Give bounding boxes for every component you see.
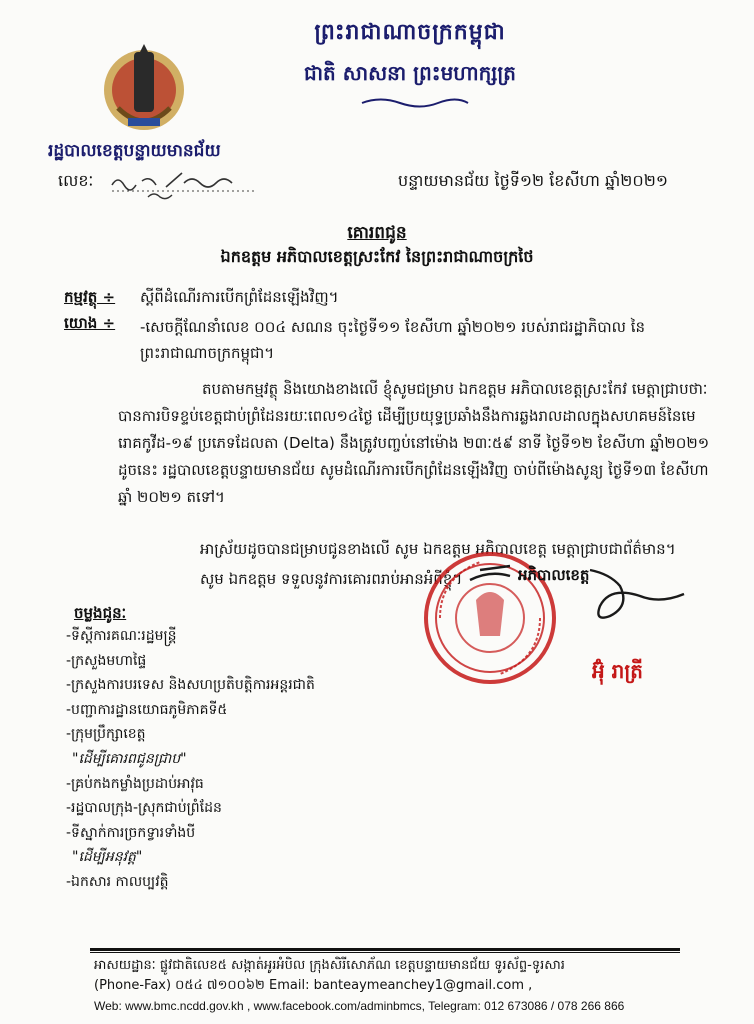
addressee-name: ឯកឧត្តម អភិបាលខេត្តស្រះកែវ នៃព្រះរាជាណាចក្រថៃ xyxy=(220,247,534,266)
cc-item: -គ្រប់កងកម្លាំងប្រដាប់អាវុធ xyxy=(66,775,204,792)
footer-divider-thin xyxy=(90,952,680,953)
cc-title: ចម្លងជូនៈ xyxy=(74,604,127,622)
cc-item: -ទីស្នាក់ការច្រកទ្វារទាំងបី xyxy=(66,824,196,841)
subject-label: កម្មវត្ថុ ÷ xyxy=(64,288,116,306)
subject-text: ស្តីពីដំណើរការបើកព្រំដែនឡើងវិញ។ xyxy=(140,288,339,306)
footer-address: អាសយដ្ឋានៈ ផ្លូវជាតិលេខ៥ សង្កាត់អូរអំបិល ក្រុងសិរីសោភ័ណ ខេត្តបន្ទាយមានជ័យ ទូរស័ព្ទ-ទូរសារ xyxy=(94,958,565,973)
cc-item: -ក្រុមប្រឹក្សាខេត្ត xyxy=(66,726,146,743)
signatory-title: អភិបាលខេត្ត xyxy=(518,566,590,584)
handwritten-signature xyxy=(440,560,700,660)
cc-item: -រដ្ឋបាលក្រុង-ស្រុកជាប់ព្រំដែន xyxy=(66,800,222,817)
reference-number-label: លេខៈ xyxy=(58,171,94,190)
coat-of-arms-emblem xyxy=(98,38,190,138)
cc-note: "ដើម្បីគោរពជូនជ្រាប" xyxy=(72,750,187,767)
closing-line-1: អាស្រ័យដូចបានជម្រាបជូនខាងលើ សូម ឯកឧត្តម អភិបាលខេត្ត មេត្តាជ្រាបជាព័ត៌មាន។ xyxy=(200,540,676,558)
kingdom-heading: ព្រះរាជាណាចក្រកម្ពុជា xyxy=(314,19,506,45)
reference-text: -សេចក្តីណែនាំលេខ ០០៤ សណន ចុះថ្ងៃទី១១ ខែសីហា ឆ្នាំ២០២១ របស់រាជរដ្ឋាភិបាល នៃព្រះរាជាណាចក្រកម្ពុជា។ xyxy=(140,318,645,362)
cc-list xyxy=(66,624,315,895)
cc-item: -ឯកសារ កាលប្បវត្តិ xyxy=(66,873,169,890)
cc-note: "ដើម្បីអនុវត្ត" xyxy=(72,849,143,866)
motto-ornament xyxy=(360,96,470,110)
issuing-authority: រដ្ឋបាលខេត្តបន្ទាយមានជ័យ xyxy=(48,141,221,161)
footer-contact xyxy=(94,956,694,1016)
cc-item: -ទីស្តីការគណៈរដ្ឋមន្ត្រី xyxy=(66,628,177,644)
signatory-name: អ៊ុំ រាត្រី xyxy=(592,659,644,683)
national-motto: ជាតិ សាសនា ព្រះមហាក្សត្រ xyxy=(304,61,516,85)
date-line: បន្ទាយមានជ័យ ថ្ងៃទី១២ ខែសីហា ឆ្នាំ២០២១ xyxy=(398,171,668,190)
footer-web-links: Web: www.bmc.ncdd.gov.kh , www.facebook.com/adminbmcs, Telegram: 012 673086 / 078 266 866 xyxy=(94,999,625,1013)
footer-divider xyxy=(90,948,680,951)
handwritten-reference-number xyxy=(108,165,258,203)
closing-line-2: សូម ឯកឧត្តម ទទួលនូវការគោរពរាប់អានអំពីខ្ញុំ។ xyxy=(200,570,463,588)
cc-item: -ក្រសួងការបរទេស និងសហប្រតិបត្តិការអន្តរជាតិ xyxy=(66,677,315,694)
footer-phone-email: (Phone-Fax) ០៥៤ ៧១០០៦២ Email: banteaymeanchey1@gmail.com , xyxy=(94,978,533,993)
reference-label: យោង ÷ xyxy=(64,314,116,332)
addressee-title: គោរពជូន xyxy=(347,223,407,243)
cc-item: -បញ្ជាការដ្ឋានយោធភូមិភាគទី៥ xyxy=(66,701,228,718)
cc-item: -ក្រសួងមហាផ្ទៃ xyxy=(66,652,147,669)
body-paragraph: តបតាមកម្មវត្ថុ និងយោងខាងលើ ខ្ញុំសូមជម្រាប ឯកឧត្តម អភិបាលខេត្តស្រះកែវ មេត្តាជ្រាបថាៈ បានការបិទខ្ទប់ខេត្តជាប់ព្រំដែនរយៈពេល១៤ថ្ងៃ ដើម្បីប្រយុទ្ធប្រឆាំងនឹងការឆ្លងរាលដាលក្នុងសហគមន៍នៃមេរោគកូវីដ-១៩ ប្រភេទដែលតា (Delta) នឹងត្រូវបញ្ចប់នៅម៉ោង ២៣ៈ៥៩ នាទី ថ្ងៃទី១២ ខែសីហា ឆ្នាំ២០២១ ដូចនេះ រដ្ឋបាលខេត្តបន្ទាយមានជ័យ សូមដំណើរការបើកព្រំដែនឡើងវិញ ចាប់ពីម៉ោងសូន្យ ថ្ងៃទី១៣ ខែសីហា ឆ្នាំ ២០២១ តទៅ។ xyxy=(118,380,710,506)
